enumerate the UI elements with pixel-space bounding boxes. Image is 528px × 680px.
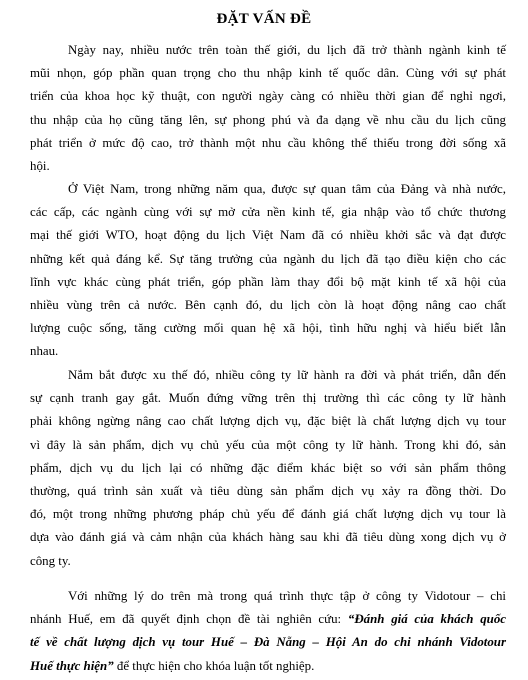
text-line: những kết quả đáng kể. Sự tăng trưởng của ngành du lịch đã tạo điều kiện cho các — [30, 251, 506, 266]
text-line: phẩm, dịch vụ du lịch lại có những đặc điểm khác biệt so với sản phẩm thông — [30, 460, 506, 475]
paragraph-1 — [30, 39, 506, 178]
text-line: sự cạnh tranh gay gắt. Muốn đứng vững trên thị trường thì các công ty lữ hành — [30, 391, 506, 406]
thesis-title-text: “Đánh giá của khách quốc — [347, 612, 506, 627]
text-line: thu nhập của họ cũng tăng lên, sự phong phú và đa dạng về nhu cầu du lịch cũng — [30, 112, 506, 127]
text-line: đó, một trong những phương pháp chủ yếu để đánh giá chất lượng dịch vụ tour là — [30, 507, 506, 522]
page-title: ĐẶT VẤN ĐỀ — [216, 11, 312, 27]
text-line: phát triển ở mức độ cao, trở thành một nhu cầu không thể thiếu trong đời sống xã — [30, 135, 506, 150]
text-line: lượng cuộc sống, tăng cường mối quan hệ xã hội, tình hữu nghị và hiểu biết lẫn — [30, 321, 506, 336]
text-line: các cấp, các ngành cùng với sự mở cửa nền kinh tế, gia nhập vào tổ chức thương — [30, 205, 506, 220]
text-line: vì đây là sản phẩm, dịch vụ chủ yếu của một công ty lữ hành. Trong khi đó, sản — [30, 437, 506, 452]
text-run: nhánh Huế, em đã quyết định chọn đề tài nghiên cứu: — [30, 612, 348, 627]
text-line — [30, 608, 506, 631]
text-line: phải không ngừng nâng cao chất lượng dịch vụ, đặc biệt là chất lượng dịch vụ tour — [30, 414, 506, 429]
text-line: Ở Việt Nam, trong những năm qua, được sự quan tâm của Đảng và nhà nước, — [68, 182, 506, 196]
text-line: hội. — [30, 158, 50, 173]
text-line: nhau. — [30, 344, 59, 359]
text-line — [30, 655, 506, 678]
text-line: thường, quá trình sản xuất và tiêu dùng sản phẩm dịch vụ xảy ra đồng thời. Do — [30, 483, 506, 498]
text-line: lĩnh vực khác cùng phát triển, góp phần làm thay đổi bộ mặt kinh tế xã hội của — [30, 274, 506, 289]
text-run: để thực hiện cho khóa luận tốt nghiệp. — [113, 658, 315, 673]
text-line: dựa vào đánh giá và cảm nhận của khách hàng sau khi đã tiêu dùng xong dịch vụ ở — [30, 530, 506, 545]
thesis-title-text: Huế thực hiện” — [30, 658, 114, 673]
text-line: Ngày nay, nhiều nước trên toàn thế giới, du lịch đã trở thành ngành kinh tế — [68, 43, 506, 57]
text-line: triển của khoa học kỹ thuật, con người ngày càng có nhiều thời gian để nghỉ ngơi, — [30, 89, 506, 104]
thesis-title-text: tế về chất lượng dịch vụ tour Huế – Đà Nẵng – Hội An do chi nhánh Vidotour — [30, 635, 506, 650]
text-line: mũi nhọn, góp phần quan trọng cho thu nhập kinh tế quốc dân. Cùng với sự phát — [30, 66, 506, 81]
text-line: mại thế giới WTO, hoạt động du lịch Việt Nam đã có nhiều khởi sắc và đạt được — [30, 228, 506, 243]
text-line: công ty. — [30, 553, 71, 568]
paragraph-2 — [30, 178, 506, 364]
text-line: Nắm bắt được xu thế đó, nhiều công ty lữ hành ra đời và phát triển, dẫn đến — [68, 368, 506, 382]
text-line: Với những lý do trên mà trong quá trình thực tập ở công ty Vidotour – chi — [68, 589, 506, 603]
text-line: nhiều vùng trên cả nước. Bên cạnh đó, du lịch còn là hoạt động nâng cao chất — [30, 297, 506, 312]
paragraph-4 — [30, 585, 506, 678]
paragraph-3 — [30, 364, 506, 573]
